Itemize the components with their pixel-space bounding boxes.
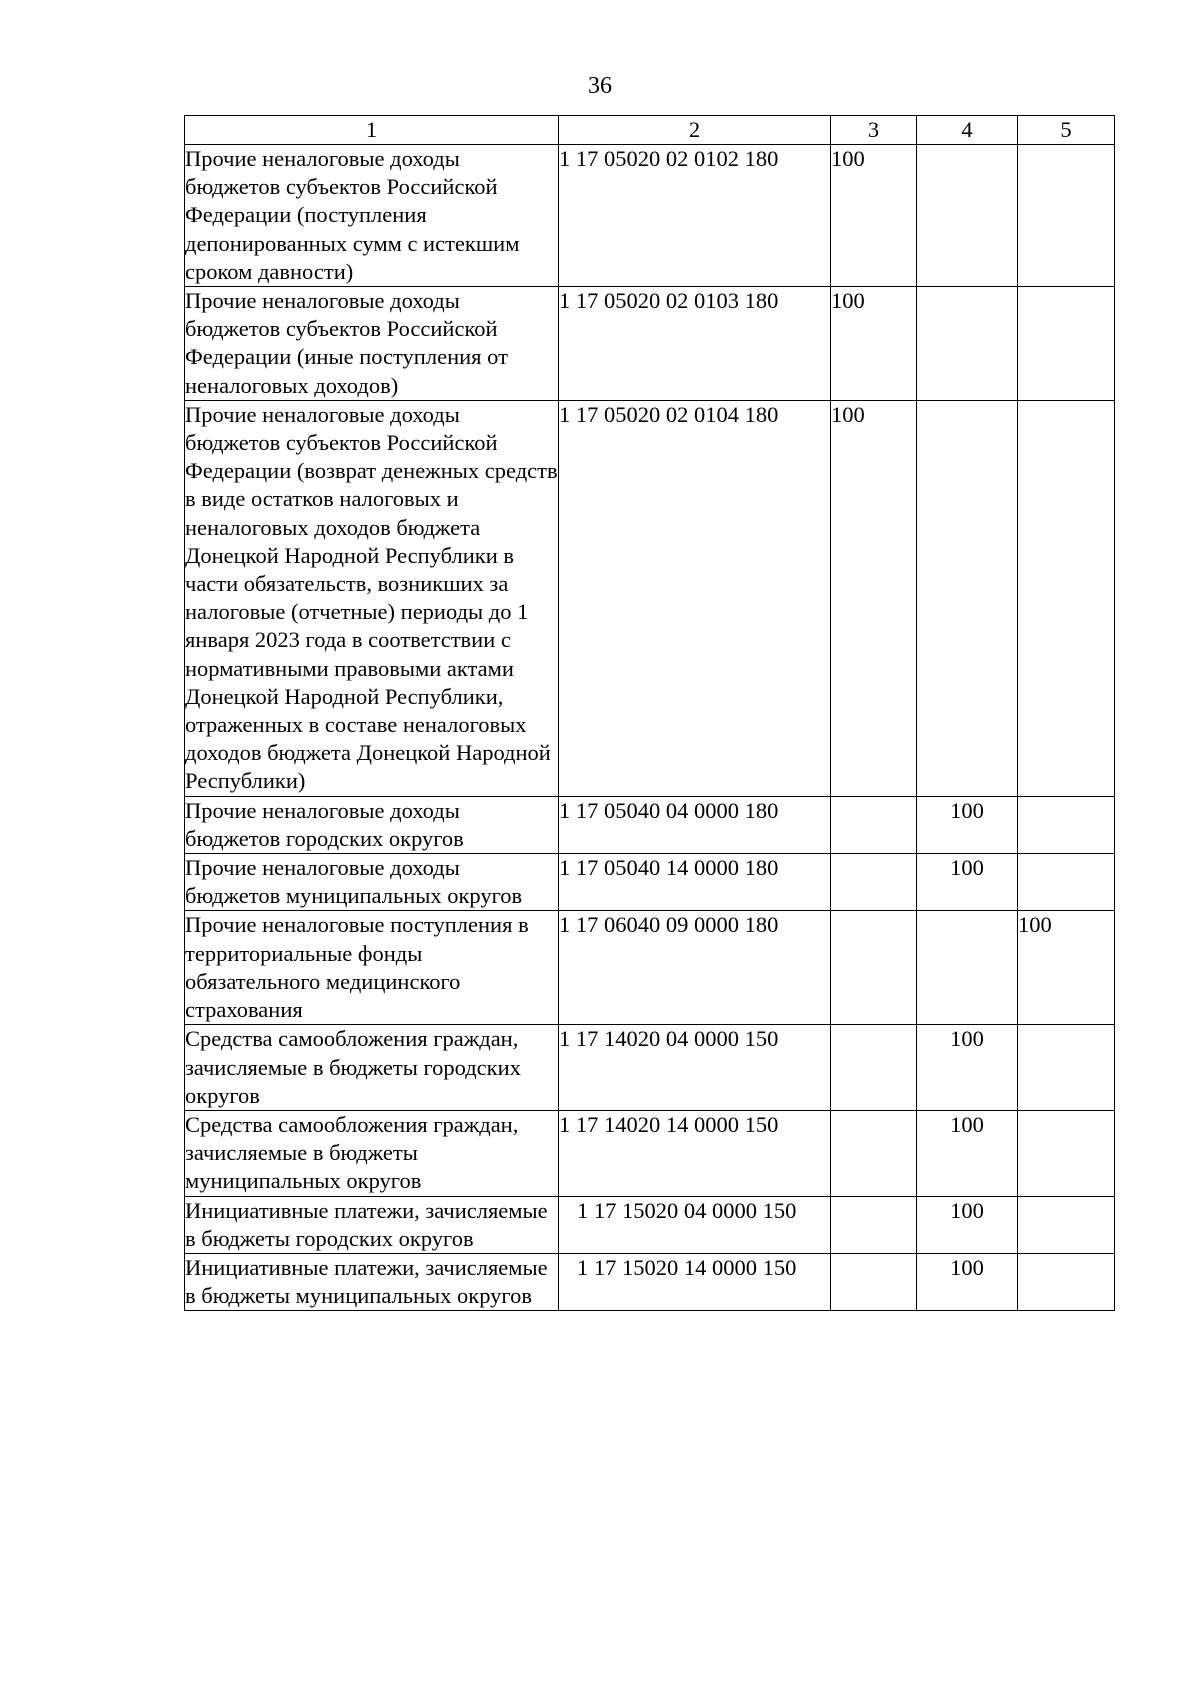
percent-col3-cell [831, 1196, 917, 1253]
percent-col3-cell [831, 1253, 917, 1310]
table-row [185, 400, 1115, 796]
percent-col4-cell [917, 400, 1018, 796]
revenue-code-cell: 1 17 06040 09 0000 180 [559, 911, 831, 1025]
column-header-1: 1 [185, 116, 559, 145]
revenue-code-cell: 1 17 05040 14 0000 180 [559, 854, 831, 911]
percent-col4-cell: 100 [917, 796, 1018, 853]
revenue-name-cell: Инициативные платежи, зачисляемые в бюджеты городских округов [185, 1196, 559, 1253]
table-row [185, 796, 1115, 853]
table-row [185, 1253, 1115, 1310]
percent-col4-cell [917, 287, 1018, 401]
revenue-name-cell: Средства самообложения граждан, зачисляемые в бюджеты городских округов [185, 1025, 559, 1111]
percent-col5-cell [1018, 1253, 1115, 1310]
percent-col5-cell [1018, 796, 1115, 853]
percent-col5-cell [1018, 854, 1115, 911]
table-row [185, 145, 1115, 287]
revenue-name-cell: Прочие неналоговые доходы бюджетов субъектов Российской Федерации (иные поступления от неналоговых доходов) [185, 287, 559, 401]
revenue-name-cell: Инициативные платежи, зачисляемые в бюджеты муниципальных округов [185, 1253, 559, 1310]
revenue-code-cell: 1 17 05020 02 0102 180 [559, 145, 831, 287]
percent-col3-cell: 100 [831, 287, 917, 401]
percent-col5-cell [1018, 1196, 1115, 1253]
revenue-code-cell: 1 17 14020 14 0000 150 [559, 1110, 831, 1196]
percent-col4-cell: 100 [917, 854, 1018, 911]
percent-col5-cell [1018, 287, 1115, 401]
table-row [185, 1025, 1115, 1111]
percent-col3-cell [831, 911, 917, 1025]
percent-col3-cell [831, 854, 917, 911]
percent-col5-cell: 100 [1018, 911, 1115, 1025]
revenue-code-cell: 1 17 05020 02 0104 180 [559, 400, 831, 796]
revenue-code-cell: 1 17 05040 04 0000 180 [559, 796, 831, 853]
column-header-2: 2 [559, 116, 831, 145]
percent-col4-cell: 100 [917, 1110, 1018, 1196]
budget-table [184, 115, 1115, 1311]
percent-col4-cell: 100 [917, 1253, 1018, 1310]
revenue-name-cell: Прочие неналоговые доходы бюджетов муниципальных округов [185, 854, 559, 911]
page-number: 36 [588, 73, 612, 99]
percent-col3-cell [831, 1025, 917, 1111]
percent-col3-cell: 100 [831, 400, 917, 796]
table-row [185, 911, 1115, 1025]
revenue-code-cell: 1 17 15020 04 0000 150 [559, 1196, 831, 1253]
table-row [185, 854, 1115, 911]
percent-col5-cell [1018, 145, 1115, 287]
revenue-name-cell: Прочие неналоговые доходы бюджетов субъектов Российской Федерации (возврат денежных средств в виде остатков налоговых и неналоговых доходов бюджета Донецкой Народной Республики в части обязательств, возникших за налоговые (отчетные) периоды до 1 января 2023 года в соответствии с нормативными правовыми актами Донецкой Народной Республики, отраженных в составе неналоговых доходов бюджета Донецкой Народной Республики) [185, 400, 559, 796]
percent-col5-cell [1018, 1110, 1115, 1196]
table-row [185, 1196, 1115, 1253]
column-header-4: 4 [917, 116, 1018, 145]
percent-col3-cell [831, 1110, 917, 1196]
table-header-row [185, 116, 1115, 145]
percent-col4-cell: 100 [917, 1025, 1018, 1111]
revenue-name-cell: Прочие неналоговые доходы бюджетов городских округов [185, 796, 559, 853]
percent-col3-cell [831, 796, 917, 853]
percent-col4-cell [917, 911, 1018, 1025]
percent-col4-cell [917, 145, 1018, 287]
percent-col4-cell: 100 [917, 1196, 1018, 1253]
percent-col5-cell [1018, 1025, 1115, 1111]
column-header-3: 3 [831, 116, 917, 145]
revenue-name-cell: Прочие неналоговые поступления в территориальные фонды обязательного медицинского страхования [185, 911, 559, 1025]
revenue-code-cell: 1 17 15020 14 0000 150 [559, 1253, 831, 1310]
column-header-5: 5 [1018, 116, 1115, 145]
revenue-name-cell: Прочие неналоговые доходы бюджетов субъектов Российской Федерации (поступления депонированных сумм с истекшим сроком давности) [185, 145, 559, 287]
revenue-code-cell: 1 17 05020 02 0103 180 [559, 287, 831, 401]
revenue-code-cell: 1 17 14020 04 0000 150 [559, 1025, 831, 1111]
table-row [185, 1110, 1115, 1196]
percent-col5-cell [1018, 400, 1115, 796]
percent-col3-cell: 100 [831, 145, 917, 287]
revenue-name-cell: Средства самообложения граждан, зачисляемые в бюджеты муниципальных округов [185, 1110, 559, 1196]
table-row [185, 287, 1115, 401]
